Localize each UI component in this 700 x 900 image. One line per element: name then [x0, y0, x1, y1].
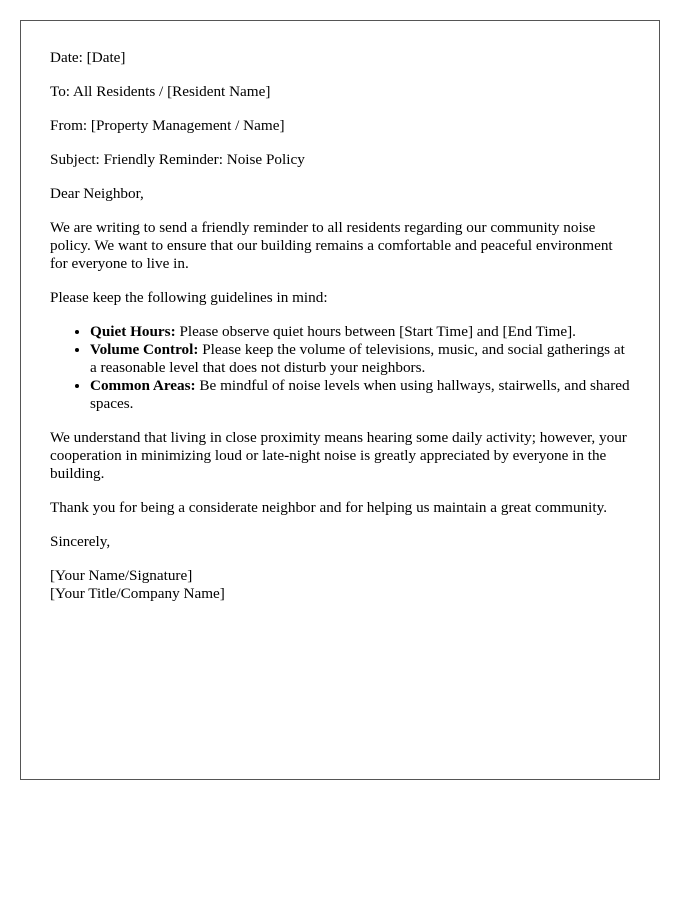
guideline-item-volume-control [90, 341, 630, 377]
guideline-title: Quiet Hours: [90, 323, 176, 340]
guideline-text: Please observe quiet hours between [Start Time] and [End Time]. [175, 323, 576, 340]
signature-block [50, 567, 630, 603]
to-line: To: All Residents / [Resident Name] [50, 83, 271, 100]
thanks-paragraph: Thank you for being a considerate neighbor and for helping us maintain a great community. [50, 499, 607, 516]
letter-document [20, 20, 660, 780]
guidelines-list [50, 323, 630, 413]
guideline-item-quiet-hours [90, 323, 630, 341]
guidelines-intro: Please keep the following guidelines in mind: [50, 289, 328, 306]
guideline-title: Common Areas: [90, 377, 196, 394]
guideline-item-common-areas [90, 377, 630, 413]
from-line: From: [Property Management / Name] [50, 117, 285, 134]
signature-name: [Your Name/Signature] [50, 567, 193, 584]
guideline-text: Please keep the volume of televisions, music, and social gatherings at a reasonable level that does not disturb your neighbors. [90, 341, 625, 376]
closing: Sincerely, [50, 533, 111, 550]
date-line: Date: [Date] [50, 49, 126, 66]
guideline-title: Volume Control: [90, 341, 199, 358]
intro-paragraph: We are writing to send a friendly reminder to all residents regarding our community noise policy. We want to ensure that our building remains a comfortable and peaceful environment for everyone to live in. [50, 219, 613, 272]
understanding-paragraph: We understand that living in close proximity means hearing some daily activity; however, your cooperation in minimizing loud or late-night noise is greatly appreciated by everyone in the building. [50, 429, 627, 482]
guideline-text: Be mindful of noise levels when using hallways, stairwells, and shared spaces. [90, 377, 630, 412]
subject-line: Subject: Friendly Reminder: Noise Policy [50, 151, 305, 168]
signature-title: [Your Title/Company Name] [50, 585, 225, 602]
salutation: Dear Neighbor, [50, 185, 144, 202]
